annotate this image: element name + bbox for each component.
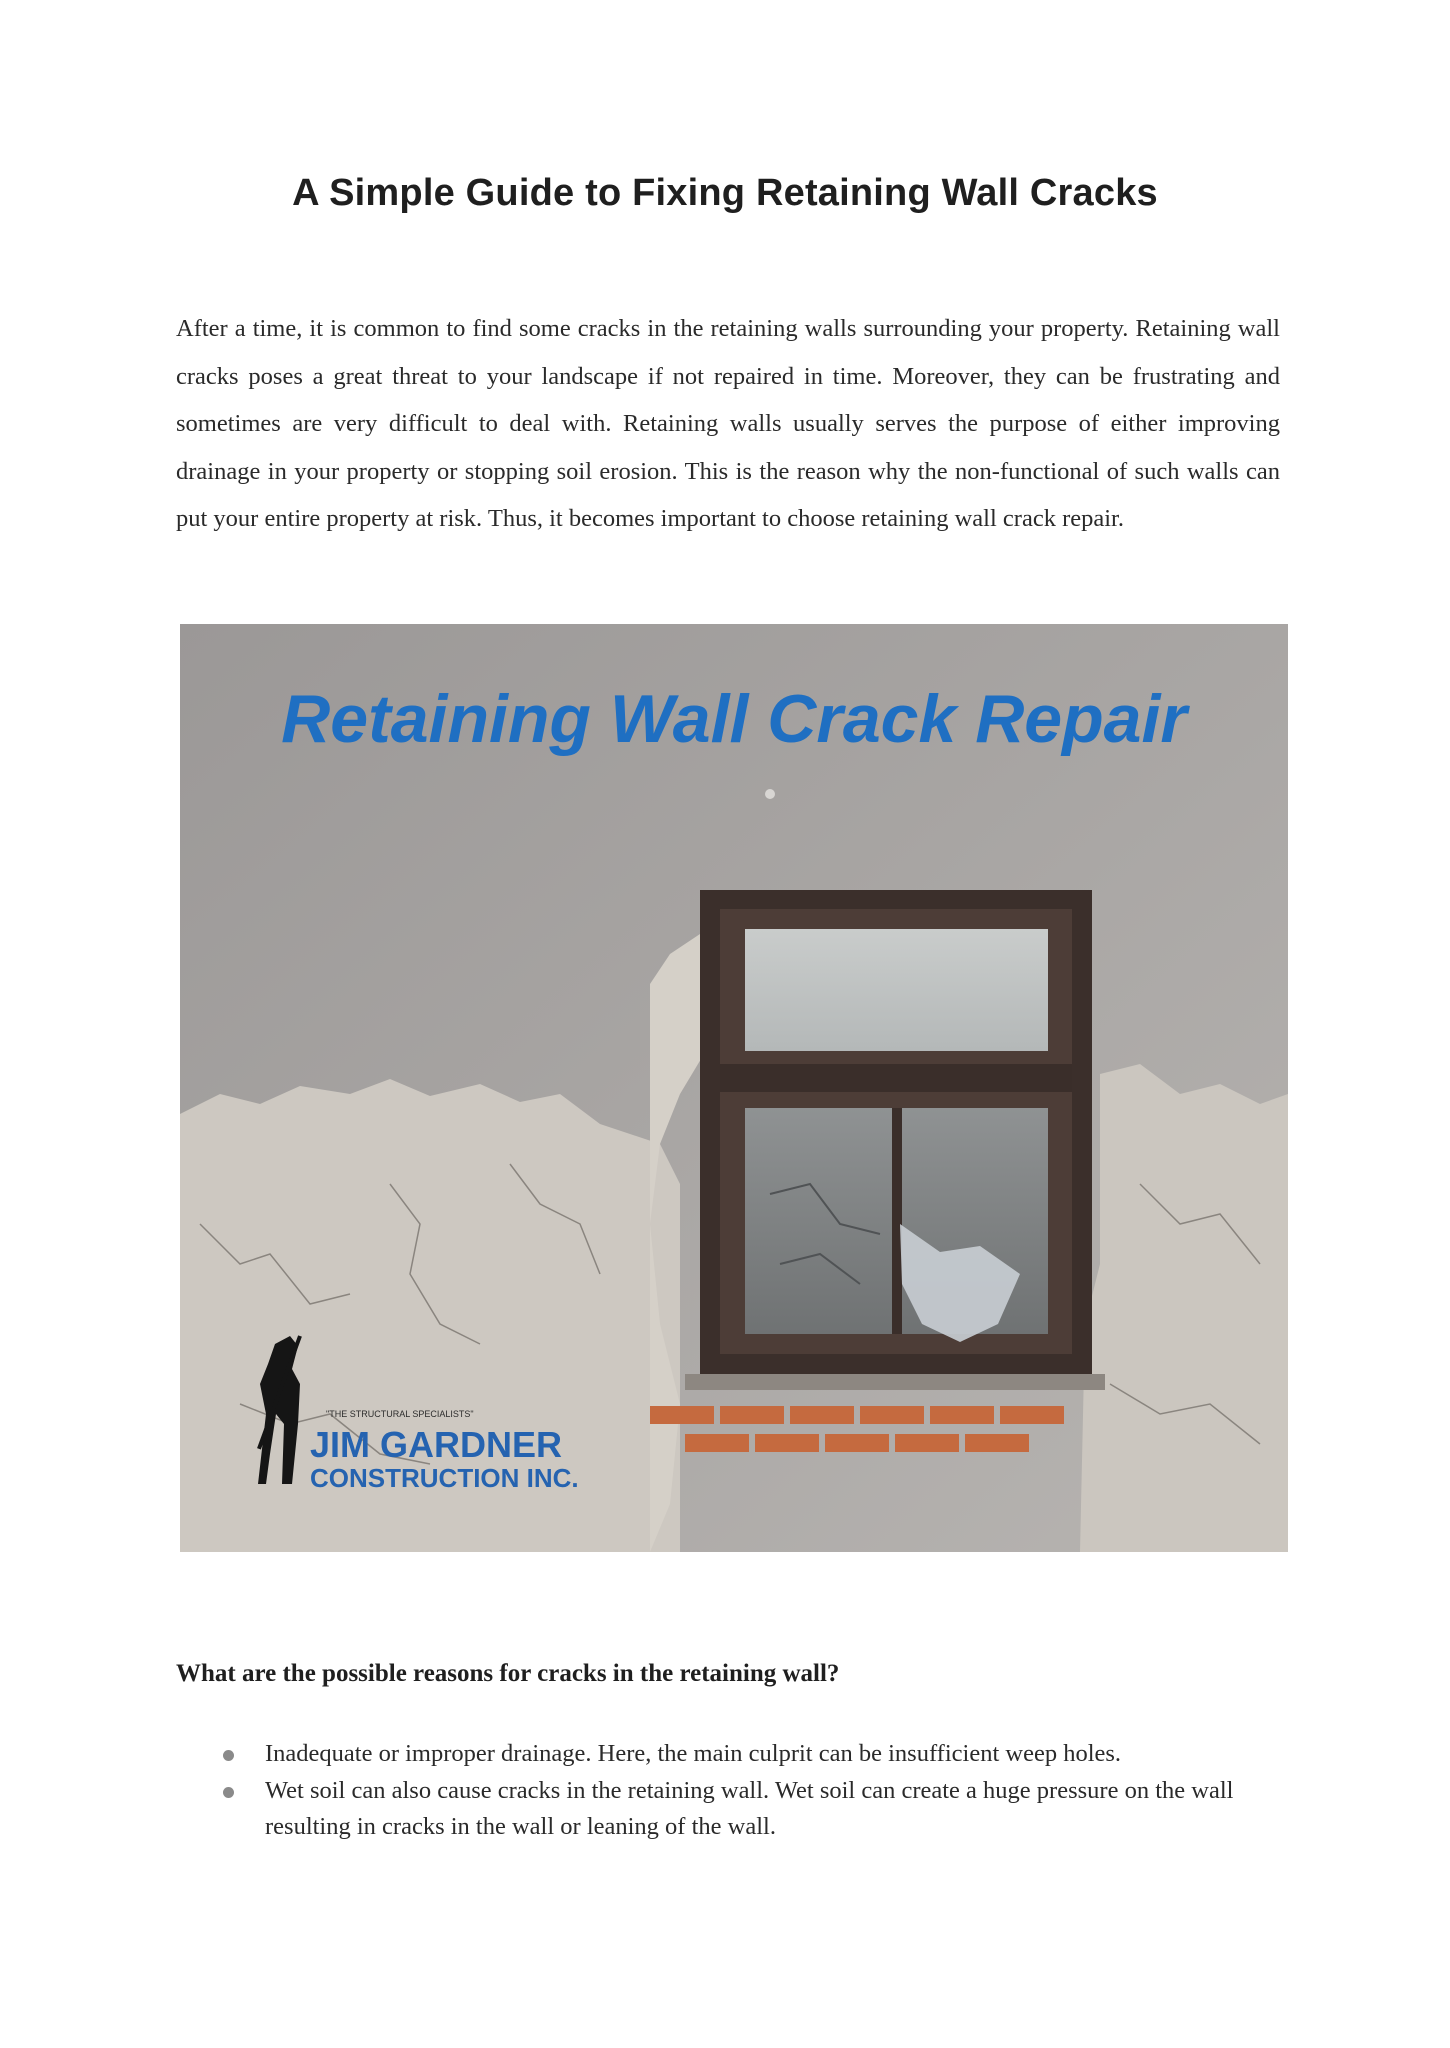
logo-line1: JIM GARDNER	[310, 1424, 563, 1465]
intro-paragraph: After a time, it is common to find some cracks in the retaining walls surrounding your property. Retaining wall cracks poses a great threat to your landscape if not repaired in time. Moreover, they can be frustrating and sometimes are very difficult to deal with. Retaining walls usually serves the purpose of either improving drainage in your property or stopping soil erosion. This is the reason why the non-functional of such walls can put your entire property at risk. Thus, it becomes important to choose retaining wall crack repair.	[176, 315, 1280, 533]
list-item-text: Inadequate or improper drainage. Here, the main culprit can be insufficient weep holes.	[265, 1740, 1122, 1767]
page-title: A Simple Guide to Fixing Retaining Wall Cracks	[292, 172, 1158, 214]
bullet-icon	[223, 1750, 234, 1761]
article-image	[180, 624, 1288, 1552]
peeled-plaster-right	[1080, 1064, 1288, 1552]
bullet-icon	[223, 1787, 234, 1798]
reasons-list	[176, 1736, 1286, 1846]
window-top-pane	[745, 929, 1048, 1051]
image-headline: Retaining Wall Crack Repair	[281, 681, 1187, 757]
window-sill	[685, 1374, 1105, 1390]
list-item-text: Wet soil can also cause cracks in the retaining wall. Wet soil can create a huge pressure on the wall resulting in cracks in the wall or leaning of the wall.	[265, 1776, 1234, 1840]
list-item	[176, 1773, 1286, 1846]
logo-tagline: "THE STRUCTURAL SPECIALISTS"	[326, 1409, 474, 1419]
logo-line2: CONSTRUCTION INC.	[310, 1463, 579, 1493]
list-item	[176, 1736, 1286, 1773]
section-heading: What are the possible reasons for cracks in the retaining wall?	[176, 1660, 840, 1687]
